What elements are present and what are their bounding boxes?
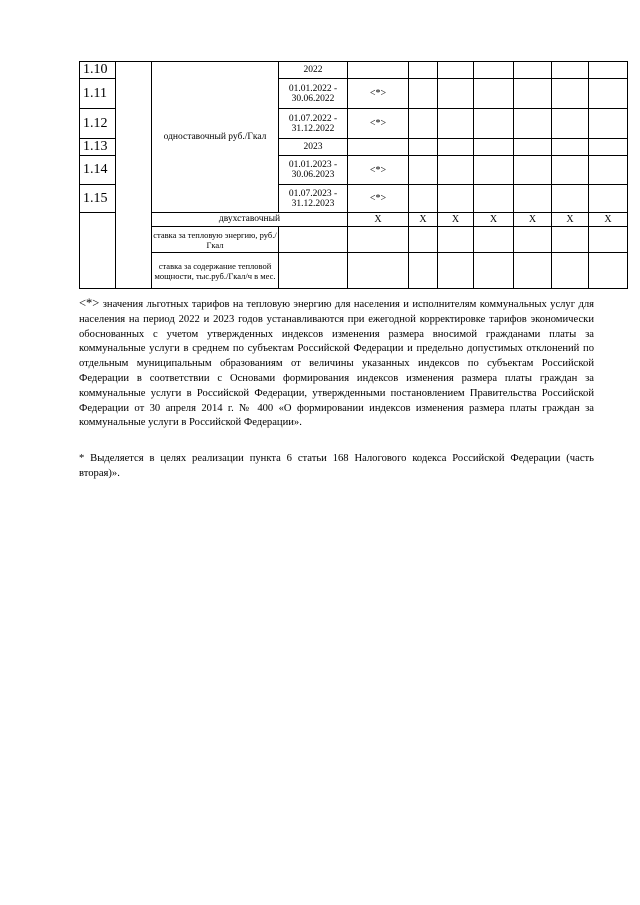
period-cell: 01.07.2023 - 31.12.2023 (279, 185, 348, 213)
value-cell (474, 139, 514, 156)
value-cell (474, 185, 514, 213)
x-mark: X (552, 213, 589, 227)
value-cell: <*> (348, 156, 409, 185)
value-cell (552, 109, 589, 139)
table-row (80, 213, 628, 227)
value-cell (589, 227, 628, 253)
x-mark: X (589, 213, 628, 227)
value-cell (438, 253, 474, 289)
footnote-text: значения льготных тарифов на тепловую энергию для населения и исполнителям коммунальных услуг для населения на период 2022 и 2023 годов устанавливаются при ежегодной корректировке тарифов экономически обоснованных с учетом утвержденных индексов изменения размера вносимой гражданами платы за коммунальные услуги в среднем по субъектам Российской Федерации и предельно допустимых отклонений по отдельным муниципальным образованиям от величины указанных индексов по субъектам Российской Федерации в соответствии с Основами формирования индексов изменения размера платы граждан за коммунальные услуги в Российской Федерации, утвержденными постановлением Правительства Российской Федерации от 30 апреля 2014 г. № 400 «О формировании индексов изменения размера платы граждан за коммунальные услуги в Российской Федерации». (79, 299, 594, 429)
value-cell (552, 253, 589, 289)
value-cell (514, 109, 552, 139)
value-cell (474, 156, 514, 185)
value-cell (438, 156, 474, 185)
x-mark: X (474, 213, 514, 227)
value-cell (348, 62, 409, 79)
value-cell (474, 253, 514, 289)
two-rate-label: двухставочный (152, 213, 348, 227)
footnote-tariffs (79, 296, 594, 431)
value-cell: <*> (348, 79, 409, 109)
value-cell (409, 109, 438, 139)
value-cell (438, 109, 474, 139)
energy-rate-label: ставка за тепловую энергию, руб./Гкал (152, 227, 279, 253)
footnote-text: * Выделяется в целях реализации пункта 6 статьи 168 Налогового кодекса Российской Федерации (часть вторая)». (79, 453, 594, 479)
value-cell (409, 227, 438, 253)
value-cell (552, 185, 589, 213)
value-cell (589, 79, 628, 109)
value-cell (589, 139, 628, 156)
period-cell: 01.01.2023 - 30.06.2023 (279, 156, 348, 185)
value-cell (474, 109, 514, 139)
row-number: 1.12 (80, 109, 116, 139)
period-cell: 01.01.2022 - 30.06.2022 (279, 79, 348, 109)
row-number: 1.10 (80, 62, 116, 79)
row-number: 1.14 (80, 156, 116, 185)
value-cell (409, 253, 438, 289)
value-cell (474, 62, 514, 79)
value-cell: <*> (348, 109, 409, 139)
footnote-marker: <*> (79, 296, 100, 310)
value-cell (514, 79, 552, 109)
value-cell (438, 139, 474, 156)
value-cell (474, 227, 514, 253)
value-cell (348, 139, 409, 156)
value-cell (409, 139, 438, 156)
row-number (80, 213, 116, 289)
blank-column-cell (116, 62, 152, 289)
row-number: 1.13 (80, 139, 116, 156)
value-cell (589, 109, 628, 139)
value-cell (552, 227, 589, 253)
value-cell (279, 253, 348, 289)
value-cell (409, 62, 438, 79)
period-cell: 2023 (279, 139, 348, 156)
value-cell (409, 185, 438, 213)
value-cell (438, 185, 474, 213)
value-cell (409, 156, 438, 185)
x-mark: X (409, 213, 438, 227)
single-rate-label: одноставочный руб./Гкал (152, 62, 279, 213)
value-cell (279, 227, 348, 253)
x-mark: X (514, 213, 552, 227)
value-cell (552, 79, 589, 109)
tariff-table (79, 61, 628, 289)
value-cell (409, 79, 438, 109)
value-cell: <*> (348, 185, 409, 213)
value-cell (552, 62, 589, 79)
value-cell (589, 156, 628, 185)
value-cell (348, 253, 409, 289)
value-cell (514, 62, 552, 79)
value-cell (589, 62, 628, 79)
value-cell (438, 79, 474, 109)
value-cell (589, 185, 628, 213)
value-cell (589, 253, 628, 289)
value-cell (348, 227, 409, 253)
value-cell (514, 227, 552, 253)
value-cell (514, 139, 552, 156)
row-number: 1.15 (80, 185, 116, 213)
capacity-rate-label: ставка за содержание тепловой мощности, тыс.руб./Гкал/ч в мес. (152, 253, 279, 289)
value-cell (514, 253, 552, 289)
value-cell (552, 139, 589, 156)
value-cell (474, 79, 514, 109)
value-cell (514, 185, 552, 213)
table-row (80, 227, 628, 253)
value-cell (438, 227, 474, 253)
value-cell (552, 156, 589, 185)
footnote-vat (79, 452, 594, 482)
period-cell: 2022 (279, 62, 348, 79)
table-row (80, 62, 628, 79)
value-cell (438, 62, 474, 79)
period-cell: 01.07.2022 - 31.12.2022 (279, 109, 348, 139)
table-row (80, 253, 628, 289)
x-mark: X (438, 213, 474, 227)
row-number: 1.11 (80, 79, 116, 109)
x-mark: X (348, 213, 409, 227)
value-cell (514, 156, 552, 185)
